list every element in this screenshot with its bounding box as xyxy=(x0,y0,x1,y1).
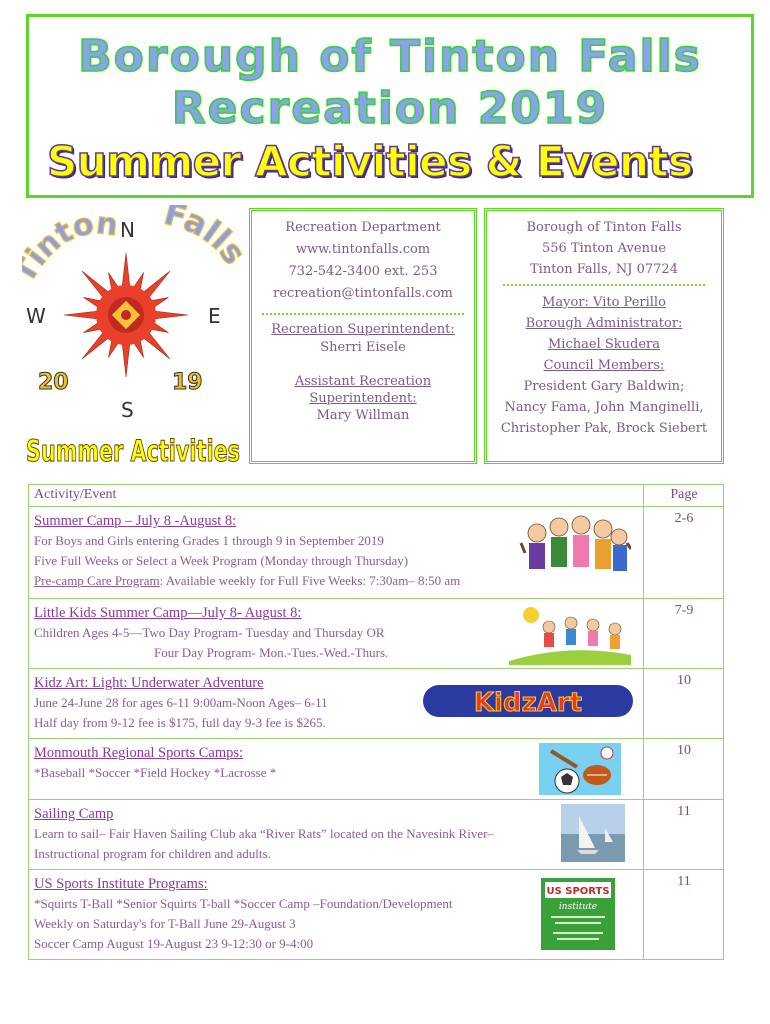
header-activity: Activity/Event xyxy=(34,487,117,502)
activity-page: 10 xyxy=(677,743,691,758)
activity-page: 10 xyxy=(677,673,691,688)
activity-line: Four Day Program- Mon.-Tues.-Wed.-Thurs. xyxy=(154,645,389,660)
title-line-1: Borough of Tinton Falls xyxy=(78,31,702,82)
activity-title[interactable]: US Sports Institute Programs: xyxy=(34,876,208,892)
borough-address-1: 556 Tinton Avenue xyxy=(541,241,667,256)
precamp-link[interactable]: Pre-camp Care Program xyxy=(34,573,160,588)
admin-name: Michael Skudera xyxy=(548,337,660,352)
us-sports-institute-logo xyxy=(541,878,615,950)
logo-word-falls: Falls xyxy=(160,205,250,272)
compass-ray xyxy=(122,253,130,289)
us-sports-logo-line-1: US SPORTS xyxy=(546,886,610,897)
council-line-2: Nancy Fama, John Manginelli, xyxy=(504,400,704,415)
activity-line: June 24-June 28 for ages 6-11 9:00am-Noon Ages– 6-11 xyxy=(34,695,328,710)
activities-table xyxy=(28,484,724,960)
rec-dept-email[interactable]: recreation@tintonfalls.com xyxy=(273,286,453,301)
table-row xyxy=(29,800,723,870)
assistant-label-2: Superintendent: xyxy=(309,391,417,406)
borough-box xyxy=(484,208,724,464)
activity-page: 11 xyxy=(677,874,691,889)
compass-ray xyxy=(122,341,130,377)
divider xyxy=(503,284,705,286)
council-label: Council Members: xyxy=(543,358,665,373)
table-row xyxy=(29,507,723,599)
title-line-3: Summer Activities & Events xyxy=(47,137,693,186)
activity-title[interactable]: Little Kids Summer Camp—July 8- August 8: xyxy=(34,605,302,621)
compass-sun-icon xyxy=(64,253,188,377)
table-header-row xyxy=(29,485,723,507)
activity-line: Half day from 9-12 fee is $175, full day 9-3 fee is $265. xyxy=(34,715,326,730)
table-row xyxy=(29,870,723,961)
recreation-department-box xyxy=(249,208,477,464)
table-row xyxy=(29,739,723,800)
admin-label: Borough Administrator: xyxy=(525,316,683,331)
title-line-2: Recreation 2019 xyxy=(171,83,609,134)
sports-balls-image xyxy=(537,741,623,797)
table-row xyxy=(29,599,723,669)
compass-ray xyxy=(152,311,188,319)
kids-group-image xyxy=(519,513,631,585)
compass-ray xyxy=(64,311,100,319)
superintendent-name: Sherri Eisele xyxy=(320,340,406,355)
superintendent-label: Recreation Superintendent: xyxy=(271,322,455,337)
activity-page: 7-9 xyxy=(674,603,694,618)
precamp-text: : Available weekly for Full Five Weeks: 7:30am– 8:50 am xyxy=(159,573,461,588)
divider xyxy=(262,313,464,315)
sailing-image xyxy=(561,804,625,862)
activity-line: *Squirts T-Ball *Senior Squirts T-ball *Soccer Camp –Foundation/Development xyxy=(34,896,453,911)
table-row xyxy=(29,669,723,739)
council-line-1: President Gary Baldwin; xyxy=(523,379,685,394)
logo-caption: Summer Activities xyxy=(26,434,240,468)
assistant-name: Mary Willman xyxy=(316,408,410,423)
title-box xyxy=(26,14,754,198)
compass-east: E xyxy=(208,304,221,328)
logo-year-right: 19 xyxy=(172,370,203,395)
activity-line: Instructional program for children and adults. xyxy=(34,846,271,861)
activity-line: Soccer Camp August 19-August 23 9-12:30 or 9-4:00 xyxy=(34,936,314,951)
logo-year-left: 20 xyxy=(38,370,69,395)
activity-line: *Baseball *Soccer *Field Hockey *Lacrosse * xyxy=(34,765,277,780)
little-kids-image xyxy=(509,603,631,665)
activity-line: Children Ages 4-5—Two Day Program- Tuesday and Thursday OR xyxy=(34,625,385,640)
compass-south: S xyxy=(121,398,134,422)
header-page: Page xyxy=(670,487,698,502)
activity-line: Weekly on Saturday's for T-Ball June 29-August 3 xyxy=(34,916,296,931)
activity-title[interactable]: Kidz Art: Light: Underwater Adventure xyxy=(34,675,264,691)
compass-north: N xyxy=(120,218,135,242)
borough-name: Borough of Tinton Falls xyxy=(526,220,682,235)
activity-title[interactable]: Summer Camp – July 8 -August 8: xyxy=(34,513,237,529)
activity-line: Learn to sail– Fair Haven Sailing Club aka “River Rats” located on the Navesink River– xyxy=(34,826,494,841)
activity-line: For Boys and Girls entering Grades 1 through 9 in September 2019 xyxy=(34,533,384,548)
borough-address-2: Tinton Falls, NJ 07724 xyxy=(530,262,678,277)
activity-title[interactable]: Monmouth Regional Sports Camps: xyxy=(34,745,244,761)
mayor: Mayor: Vito Perillo xyxy=(542,295,666,310)
rec-dept-phone: 732-542-3400 ext. 253 xyxy=(288,264,438,279)
logo-word-tinton: inton xyxy=(22,205,120,273)
compass-west: W xyxy=(26,304,46,328)
rec-dept-website[interactable]: www.tintonfalls.com xyxy=(295,242,431,257)
kidzart-logo-text: KidzArt xyxy=(473,688,583,718)
activity-title[interactable]: Sailing Camp xyxy=(34,806,114,822)
activity-line: Five Full Weeks or Select a Week Program (Monday through Thursday) xyxy=(34,553,409,568)
council-line-3: Christopher Pak, Brock Siebert xyxy=(500,421,708,436)
tinton-falls-compass-logo xyxy=(22,205,250,475)
activity-page: 2-6 xyxy=(674,511,694,526)
rec-dept-name: Recreation Department xyxy=(285,220,441,235)
us-sports-logo-line-2: institute xyxy=(558,902,598,912)
activity-page: 11 xyxy=(677,804,691,819)
assistant-label-1: Assistant Recreation xyxy=(294,374,432,389)
kidzart-logo xyxy=(423,681,633,721)
